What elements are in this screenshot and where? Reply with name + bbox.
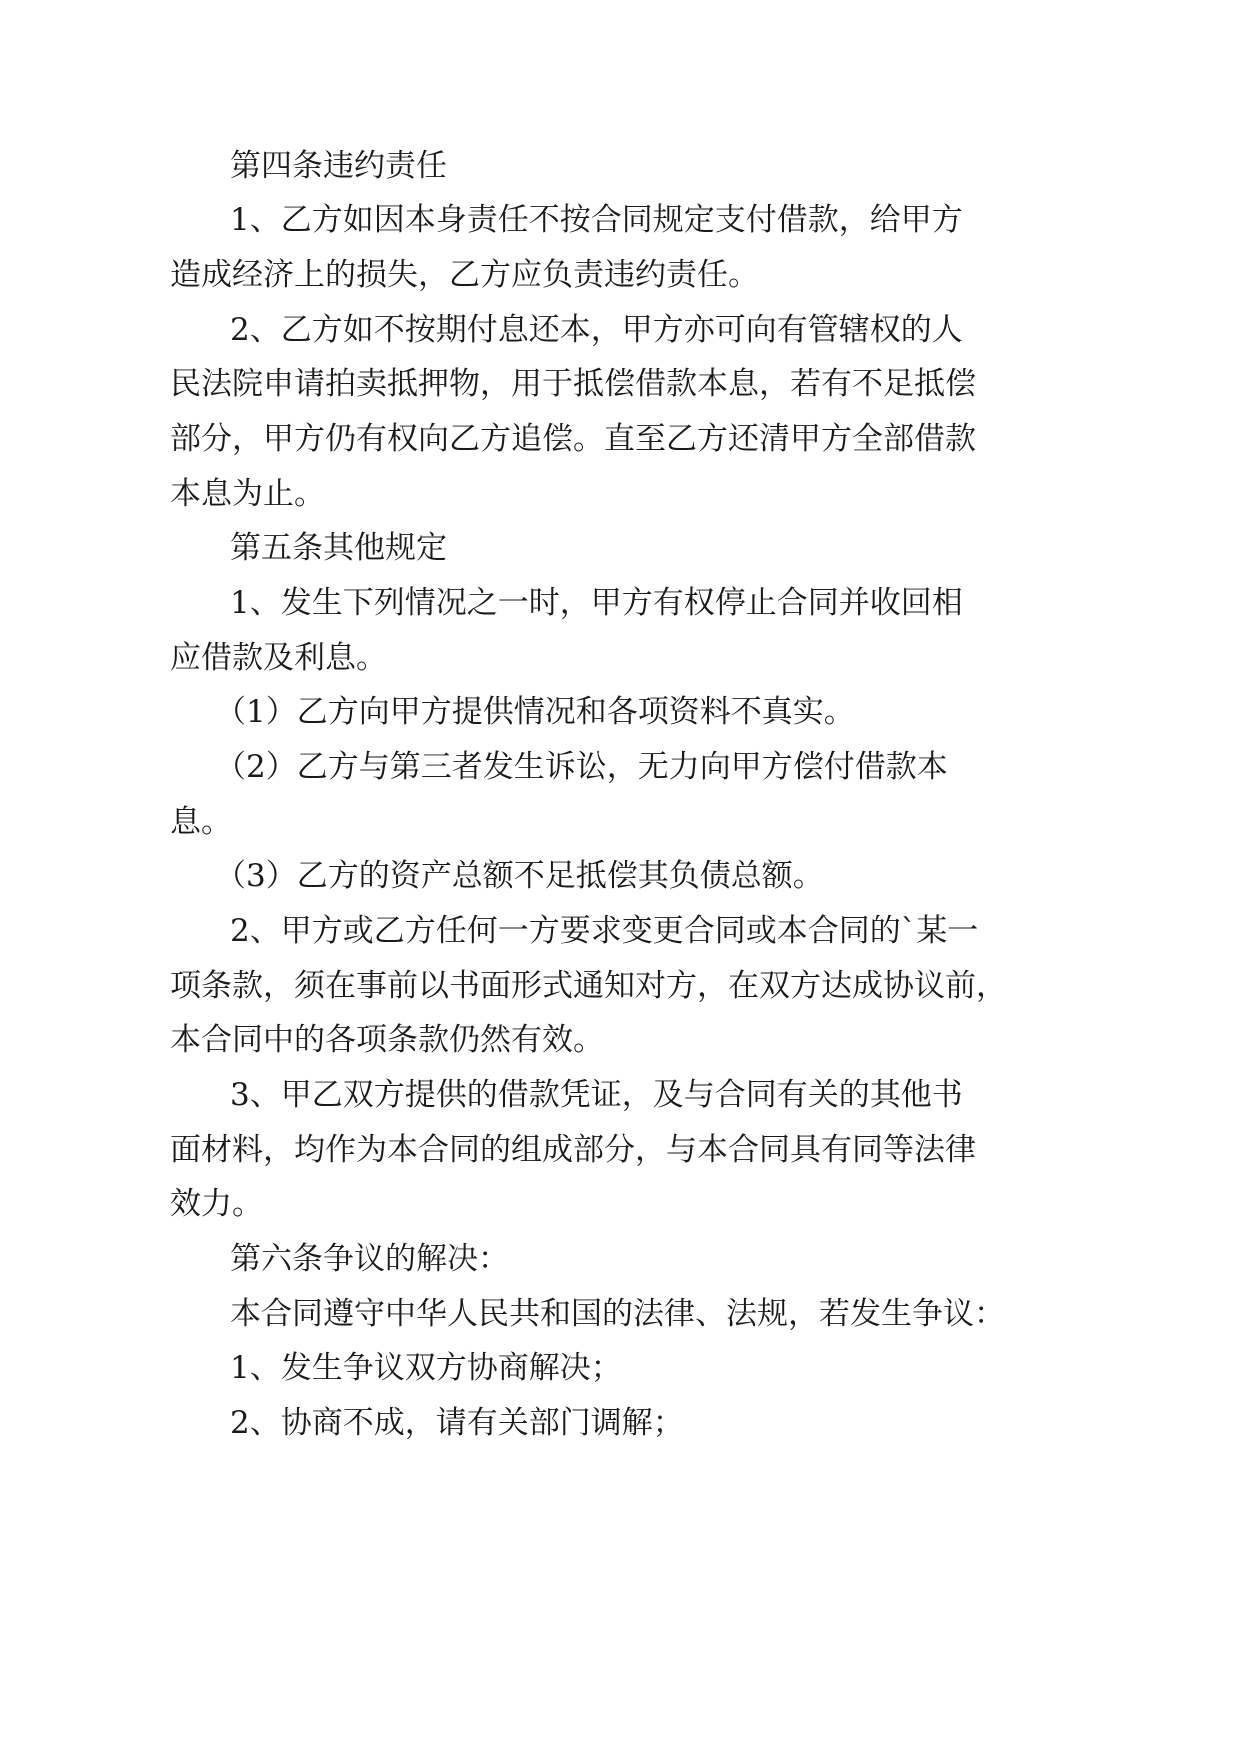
glyph: 偿 (792, 749, 824, 785)
glyph: 与 (358, 749, 390, 785)
glyph: 款 (945, 421, 976, 457)
paragraph-line: 应借款及利息。 (170, 640, 387, 676)
glyph: 人 (447, 1296, 478, 1332)
glyph: 争 (912, 1296, 943, 1332)
glyph: 成 (542, 1132, 573, 1168)
glyph: 的 (466, 1077, 498, 1113)
glyph: 在 (325, 968, 356, 1004)
glyph: 分 (201, 421, 232, 457)
glyph: 方 (373, 1077, 405, 1113)
glyph: 的 (900, 312, 932, 348)
glyph: 1 (230, 202, 250, 238)
glyph: 方 (821, 421, 852, 457)
glyph: 方 (311, 202, 343, 238)
glyph: ： (974, 1296, 1005, 1332)
glyph: 发 (482, 749, 514, 785)
glyph: 申 (263, 366, 294, 402)
glyph: 借 (914, 421, 945, 457)
glyph: 抵 (573, 366, 604, 402)
glyph: 并 (838, 585, 870, 621)
glyph: 诉 (544, 749, 576, 785)
glyph: 向 (699, 749, 731, 785)
paragraph-line: 2、协商不成，请有关部门调解； (230, 1405, 684, 1441)
glyph: 律 (664, 1296, 695, 1332)
glyph: 共 (509, 1296, 540, 1332)
glyph: 守 (354, 1296, 385, 1332)
glyph: 、 (249, 585, 281, 621)
glyph: 期 (435, 312, 467, 348)
glyph: 方 (311, 913, 343, 949)
glyph: 均 (294, 1132, 325, 1168)
glyph: 人 (931, 312, 963, 348)
glyph: 者 (451, 749, 483, 785)
glyph: 律 (945, 1132, 976, 1168)
glyph: 押 (418, 366, 449, 402)
glyph: 收 (869, 585, 901, 621)
glyph: 同 (852, 1132, 883, 1168)
glyph: 款 (232, 968, 263, 1004)
glyph: 亦 (683, 312, 715, 348)
paragraph-line (230, 202, 963, 238)
glyph: 有 (652, 585, 684, 621)
glyph: 乙 (666, 421, 697, 457)
glyph: 方 (327, 749, 359, 785)
glyph: 民 (170, 366, 201, 402)
glyph: 变 (621, 913, 653, 949)
glyph: 某 (916, 913, 948, 949)
glyph: 合 (418, 1132, 449, 1168)
glyph: 全 (852, 421, 883, 457)
glyph: 乙 (280, 202, 312, 238)
glyph: 国 (571, 1296, 602, 1332)
glyph: 同 (759, 1132, 790, 1168)
glyph: 甲 (280, 913, 312, 949)
glyph: 双 (759, 968, 790, 1004)
glyph: 面 (170, 1132, 201, 1168)
glyph: 方 (621, 585, 653, 621)
glyph: 追 (511, 421, 542, 457)
glyph: 本 (559, 312, 591, 348)
glyph: 合 (776, 585, 808, 621)
glyph: 借 (776, 202, 808, 238)
glyph: 本 (404, 202, 436, 238)
glyph: 形 (511, 968, 542, 1004)
paragraph-line (230, 913, 979, 949)
glyph: 时 (528, 585, 560, 621)
glyph: 付 (466, 312, 498, 348)
glyph: 拍 (325, 366, 356, 402)
paragraph-line: 息。 (170, 804, 232, 840)
section-heading-6: 第六条争议的解决： (230, 1241, 509, 1277)
glyph: 同 (292, 1296, 323, 1332)
glyph: ， (590, 312, 622, 348)
glyph: 管 (807, 312, 839, 348)
list-item-1: （1）乙方向甲方提供情况和各项资料不真实。 (215, 694, 855, 730)
glyph: 讼 (575, 749, 607, 785)
glyph: 条 (201, 968, 232, 1004)
glyph: 款 (666, 366, 697, 402)
glyph: 同 (745, 1077, 777, 1113)
glyph: 要 (559, 913, 591, 949)
glyph: 前 (387, 968, 418, 1004)
glyph: 甲 (621, 312, 653, 348)
glyph: 在 (728, 968, 759, 1004)
glyph: 的 (480, 1132, 511, 1168)
glyph: 甲 (900, 202, 932, 238)
glyph: 以 (418, 968, 449, 1004)
glyph: 款 (885, 749, 917, 785)
glyph: ， (263, 968, 294, 1004)
glyph: 前 (945, 968, 976, 1004)
paragraph-line (170, 968, 1007, 1004)
glyph: 方 (294, 421, 325, 457)
glyph: 合 (261, 1296, 292, 1332)
glyph: 按 (404, 312, 436, 348)
glyph: ， (635, 1132, 666, 1168)
glyph: 达 (821, 968, 852, 1004)
glyph: 用 (511, 366, 542, 402)
glyph: 法 (633, 1296, 664, 1332)
glyph: 。 (573, 421, 604, 457)
glyph: 有 (821, 366, 852, 402)
glyph: 合 (590, 202, 622, 238)
glyph: 或 (342, 913, 374, 949)
glyph: 有 (776, 312, 808, 348)
glyph: 支 (714, 202, 746, 238)
glyph: 力 (668, 749, 700, 785)
glyph: 生 (311, 585, 343, 621)
glyph: 书 (449, 968, 480, 1004)
glyph: 议 (914, 968, 945, 1004)
glyph: 若 (790, 366, 821, 402)
glyph: 本 (230, 1296, 261, 1332)
glyph: 的 (869, 913, 901, 949)
glyph: 同 (621, 202, 653, 238)
glyph: 情 (404, 585, 436, 621)
glyph: 因 (373, 202, 405, 238)
glyph: 面 (480, 968, 511, 1004)
glyph: 更 (652, 913, 684, 949)
glyph: 抵 (387, 366, 418, 402)
glyph: 抵 (914, 366, 945, 402)
glyph: ， (232, 421, 263, 457)
glyph: 不 (528, 202, 560, 238)
glyph: ` (900, 913, 917, 949)
glyph: 甲 (263, 421, 294, 457)
glyph: 中 (385, 1296, 416, 1332)
glyph: 2 (246, 749, 266, 785)
glyph: 凭 (559, 1077, 591, 1113)
glyph: 下 (342, 585, 374, 621)
glyph: 本 (776, 913, 808, 949)
glyph: 有 (776, 1077, 808, 1113)
glyph: 规 (757, 1296, 788, 1332)
glyph: 若 (819, 1296, 850, 1332)
glyph: 的 (602, 1296, 633, 1332)
glyph: 2 (230, 312, 250, 348)
glyph: ， (759, 366, 790, 402)
glyph: 乙 (280, 312, 312, 348)
glyph: 息 (497, 312, 529, 348)
paragraph-line (230, 312, 963, 348)
glyph: 作 (325, 1132, 356, 1168)
glyph: 规 (652, 202, 684, 238)
glyph: 2 (230, 913, 250, 949)
glyph: 甲 (790, 421, 821, 457)
paragraph-line (170, 421, 976, 457)
glyph: 可 (714, 312, 746, 348)
glyph: 如 (342, 312, 374, 348)
glyph: 无 (637, 749, 669, 785)
paragraph-line (170, 366, 976, 402)
glyph: ） (265, 749, 297, 785)
glyph: 其 (869, 1077, 901, 1113)
glyph: 部 (170, 421, 201, 457)
glyph: 况 (435, 585, 467, 621)
paragraph-line: 1、发生争议双方协商解决； (230, 1350, 622, 1386)
glyph: ， (263, 1132, 294, 1168)
glyph: ， (697, 968, 728, 1004)
glyph: 方 (528, 913, 560, 949)
glyph: 1 (230, 585, 250, 621)
glyph: 部 (573, 1132, 604, 1168)
glyph: 付 (745, 202, 777, 238)
glyph: 卖 (356, 366, 387, 402)
paragraph-line (230, 585, 963, 621)
glyph: 他 (900, 1077, 932, 1113)
glyph: 供 (435, 1077, 467, 1113)
paragraph-line: 本息为止。 (170, 476, 325, 512)
glyph: 向 (418, 421, 449, 457)
glyph: 一 (947, 913, 979, 949)
glyph: 给 (869, 202, 901, 238)
glyph: 甲 (590, 585, 622, 621)
glyph: 权 (683, 585, 715, 621)
glyph: 有 (821, 1132, 852, 1168)
glyph: 院 (232, 366, 263, 402)
glyph: 方 (790, 968, 821, 1004)
glyph: 发 (280, 585, 312, 621)
glyph: ， (788, 1296, 819, 1332)
glyph: 求 (590, 913, 622, 949)
glyph: 权 (387, 421, 418, 457)
glyph: 议 (943, 1296, 974, 1332)
glyph: 任 (497, 202, 529, 238)
glyph: 甲 (730, 749, 762, 785)
glyph: 身 (435, 202, 467, 238)
glyph: 法 (914, 1132, 945, 1168)
glyph: 乙 (449, 421, 480, 457)
glyph: 等 (883, 1132, 914, 1168)
glyph: ， (621, 1077, 653, 1113)
glyph: 乙 (296, 749, 328, 785)
glyph: 足 (883, 366, 914, 402)
paragraph-line (230, 1077, 963, 1113)
glyph: 同 (449, 1132, 480, 1168)
glyph: 不 (373, 312, 405, 348)
glyph: 乙 (373, 913, 405, 949)
glyph: 请 (294, 366, 325, 402)
glyph: 方 (666, 968, 697, 1004)
glyph: 同 (807, 585, 839, 621)
glyph: 生 (513, 749, 545, 785)
glyph: 至 (635, 421, 666, 457)
glyph: 、 (249, 202, 281, 238)
glyph: 偿 (945, 366, 976, 402)
glyph: 成 (852, 968, 883, 1004)
glyph: 回 (900, 585, 932, 621)
glyph: 还 (728, 421, 759, 457)
paragraph-line (230, 1296, 1005, 1332)
glyph: 偿 (542, 421, 573, 457)
paragraph-line: 本合同中的各项条款仍然有效。 (170, 1022, 604, 1058)
glyph: 证 (590, 1077, 622, 1113)
glyph: 事 (356, 968, 387, 1004)
glyph: 生 (881, 1296, 912, 1332)
glyph: 对 (635, 968, 666, 1004)
glyph: 同 (838, 913, 870, 949)
glyph: 直 (604, 421, 635, 457)
glyph: 款 (528, 1077, 560, 1113)
glyph: ， (606, 749, 638, 785)
glyph: 、 (249, 913, 281, 949)
glyph: 料 (232, 1132, 263, 1168)
glyph: 协 (883, 968, 914, 1004)
glyph: 发 (850, 1296, 881, 1332)
glyph: 式 (542, 968, 573, 1004)
glyph: 有 (356, 421, 387, 457)
glyph: 款 (807, 202, 839, 238)
glyph: 如 (342, 202, 374, 238)
glyph: 甲 (280, 1077, 312, 1113)
glyph: 方 (480, 421, 511, 457)
glyph: （ (215, 749, 246, 785)
glyph: 何 (466, 913, 498, 949)
glyph: 3 (230, 1077, 250, 1113)
glyph: 及 (652, 1077, 684, 1113)
glyph: 方 (931, 202, 963, 238)
glyph: 知 (604, 968, 635, 1004)
glyph: 、 (249, 1077, 281, 1113)
glyph: 双 (342, 1077, 374, 1113)
glyph: 和 (540, 1296, 571, 1332)
glyph: 相 (931, 585, 963, 621)
glyph: ， (480, 366, 511, 402)
glyph: 付 (823, 749, 855, 785)
glyph: 法 (726, 1296, 757, 1332)
glyph: 乙 (311, 1077, 343, 1113)
glyph: 任 (435, 913, 467, 949)
glyph: 责 (466, 202, 498, 238)
glyph: 组 (511, 1132, 542, 1168)
glyph: 一 (497, 585, 529, 621)
paragraph-line (170, 1132, 976, 1168)
glyph: 还 (528, 312, 560, 348)
section-heading-5: 第五条其他规定 (230, 530, 447, 566)
glyph: 提 (404, 1077, 436, 1113)
glyph: 方 (404, 913, 436, 949)
glyph: 不 (852, 366, 883, 402)
glyph: 与 (683, 1077, 715, 1113)
glyph: 借 (854, 749, 886, 785)
glyph: 三 (420, 749, 452, 785)
glyph: 合 (683, 913, 715, 949)
glyph: 借 (635, 366, 666, 402)
glyph: 一 (497, 913, 529, 949)
glyph: 、 (695, 1296, 726, 1332)
glyph: 定 (683, 202, 715, 238)
glyph: 须 (294, 968, 325, 1004)
glyph: 清 (759, 421, 790, 457)
glyph: 材 (201, 1132, 232, 1168)
glyph: 方 (697, 421, 728, 457)
glyph: 于 (542, 366, 573, 402)
glyph: 方 (761, 749, 793, 785)
glyph: 本 (697, 1132, 728, 1168)
glyph: 偿 (604, 366, 635, 402)
glyph: 按 (559, 202, 591, 238)
glyph: ， (976, 968, 1007, 1004)
glyph: 为 (356, 1132, 387, 1168)
glyph: 借 (497, 1077, 529, 1113)
glyph: 部 (883, 421, 914, 457)
list-item-2 (215, 749, 948, 785)
glyph: 与 (666, 1132, 697, 1168)
glyph: 仍 (325, 421, 356, 457)
glyph: 停 (714, 585, 746, 621)
paragraph-line: 造成经济上的损失，乙方应负责违约责任。 (170, 257, 759, 293)
glyph: 民 (478, 1296, 509, 1332)
glyph: 具 (790, 1132, 821, 1168)
glyph: 通 (573, 968, 604, 1004)
glyph: 物 (449, 366, 480, 402)
glyph: 法 (201, 366, 232, 402)
glyph: ， (838, 202, 870, 238)
glyph: 或 (745, 913, 777, 949)
glyph: 遵 (323, 1296, 354, 1332)
glyph: 合 (714, 1077, 746, 1113)
glyph: 华 (416, 1296, 447, 1332)
glyph: 止 (745, 585, 777, 621)
glyph: 本 (916, 749, 948, 785)
glyph: 本 (387, 1132, 418, 1168)
glyph: 合 (807, 913, 839, 949)
glyph: 第 (389, 749, 421, 785)
glyph: 之 (466, 585, 498, 621)
section-heading-4: 第四条违约责任 (230, 148, 447, 184)
paragraph-line: 效力。 (170, 1186, 263, 1222)
glyph: 分 (604, 1132, 635, 1168)
list-item-3: （3）乙方的资产总额不足抵偿其负债总额。 (215, 858, 824, 894)
glyph: 关 (807, 1077, 839, 1113)
glyph: 同 (714, 913, 746, 949)
glyph: 息 (728, 366, 759, 402)
glyph: 方 (652, 312, 684, 348)
glyph: 、 (249, 312, 281, 348)
glyph: 辖 (838, 312, 870, 348)
glyph: 列 (373, 585, 405, 621)
glyph: ， (559, 585, 591, 621)
glyph: 向 (745, 312, 777, 348)
glyph: 书 (931, 1077, 963, 1113)
glyph: 的 (838, 1077, 870, 1113)
glyph: 本 (697, 366, 728, 402)
glyph: 项 (170, 968, 201, 1004)
glyph: 权 (869, 312, 901, 348)
glyph: 方 (311, 312, 343, 348)
glyph: 合 (728, 1132, 759, 1168)
